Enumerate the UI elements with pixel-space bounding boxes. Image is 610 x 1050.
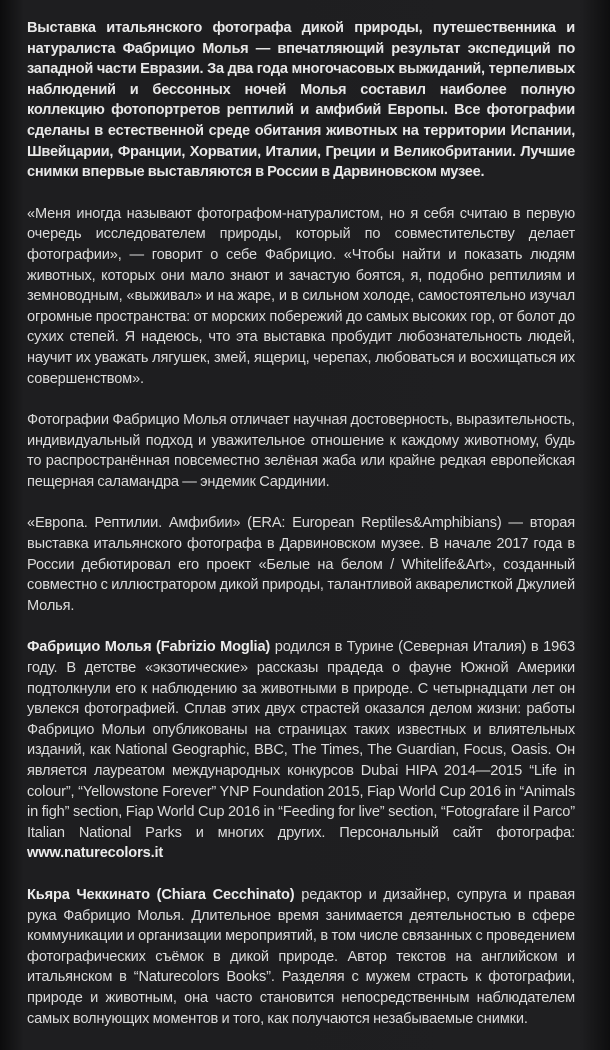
bio-chiara-text: редактор и дизайнер, супруга и правая рука Фабрицио Молья. Длительное время занимается деятельностью в сфере коммуникации и организации мероприятий, в том числе связанных с проведением фотографических съёмок в дикой природе. Автор текстов на английском и итальянском в “Naturecolors Books”. Разделяя с мужем страсть к фотографии, природе и животным, она часто становится непосредственным наблюдателем самых волнующих моментов и того, как получаются незабываемые снимки. xyxy=(27,886,575,1027)
features-paragraph: Фотографии Фабрицио Молья отличает научная достоверность, выразительность, индивидуальный подход и уважительное отношение к каждому животному, будь то распространённая повсеместно зелёная жаба или крайне редкая европейская пещерная саламандра — эндемик Сардинии. xyxy=(27,412,575,490)
bio-chiara-paragraph xyxy=(27,885,575,1029)
bio-fabrizio-name: Фабрицио Молья (Fabrizio Moglia) xyxy=(27,639,271,656)
intro-paragraph: Выставка итальянского фотографа дикой природы, путешественника и натуралиста Фабрицио Молья — впечатляющий результат экспедиций по западной части Евразии. За два года многочасовых выжиданий, терпеливых наблюдений и бессонных ночей Молья составил наиболее полную коллекцию фотопортретов рептилий и амфибий Европы. Все фотографии сделаны в естественной среде обитания животных на территории Испании, Швейцарии, Франции, Хорватии, Италии, Греции и Великобритании. Лучшие снимки впервые выставляются в России в Дарвиновском музее. xyxy=(27,20,575,181)
bio-fabrizio-text: родился в Турине (Северная Италия) в 1963 году. В детстве «экзотические» рассказы прадеда о фауне Южной Америки подтолкнули его к наблюдению за животными в природе. С четырнадцати лет он увлекся фотографией. Сплав этих двух страстей оказался делом жизни: работы Фабрицио Мольи опубликованы на страницах таких известных и влиятельных изданий, как National Geographic, BBC, The Times, The Guardian, Focus, Oasis. Он является лауреатом международных конкурсов Dubai HIPA 2014—2015 “Life in colour”, “Yellowstone Forever” YNP Foundation 2015, Fiap World Cup 2016 in “Animals in figh” section, Fiap World Cup 2016 in “Feeding for live” section, “Fotografare il Parco” Italian National Parks и многих других. Персональный сайт фотографа: xyxy=(27,639,575,841)
bio-chiara-name: Кьяра Чеккинато (Chiara Cecchinato) xyxy=(27,886,295,903)
website-link-text: www.naturecolors.it xyxy=(27,845,164,862)
quote-paragraph: «Меня иногда называют фотографом-натуралистом, но я себя считаю в первую очередь исследователем природы, который по совместительству делает фотографии», — говорит о себе Фабрицио. «Чтобы найти и показать людям животных, которых они мало знают и зачастую боятся, я, подобно рептилиям и земноводным, «выживал» и на жаре, и в сильном холоде, самостоятельно изучал огромные пространства: от морских побережий до самых высоких гор, от болот до сухих степей. Я надеюсь, что эта выставка пробудит любознательность людей, научит их уважать лягушек, змей, ящериц, черепах, любоваться и восхищаться их совершенством». xyxy=(27,205,575,387)
bio-fabrizio-paragraph xyxy=(27,637,575,864)
era-paragraph: «Европа. Рептилии. Амфибии» (ERA: European Reptiles&Amphibians) — вторая выставка итальянского фотографа в Дарвиновском музее. В начале 2017 года в России дебютировал его проект «Белые на белом / Whitelife&Art», созданный совместно с иллюстратором дикой природы, талантливой акварелисткой Джулией Молья. xyxy=(27,515,575,614)
text-column xyxy=(27,18,575,1050)
